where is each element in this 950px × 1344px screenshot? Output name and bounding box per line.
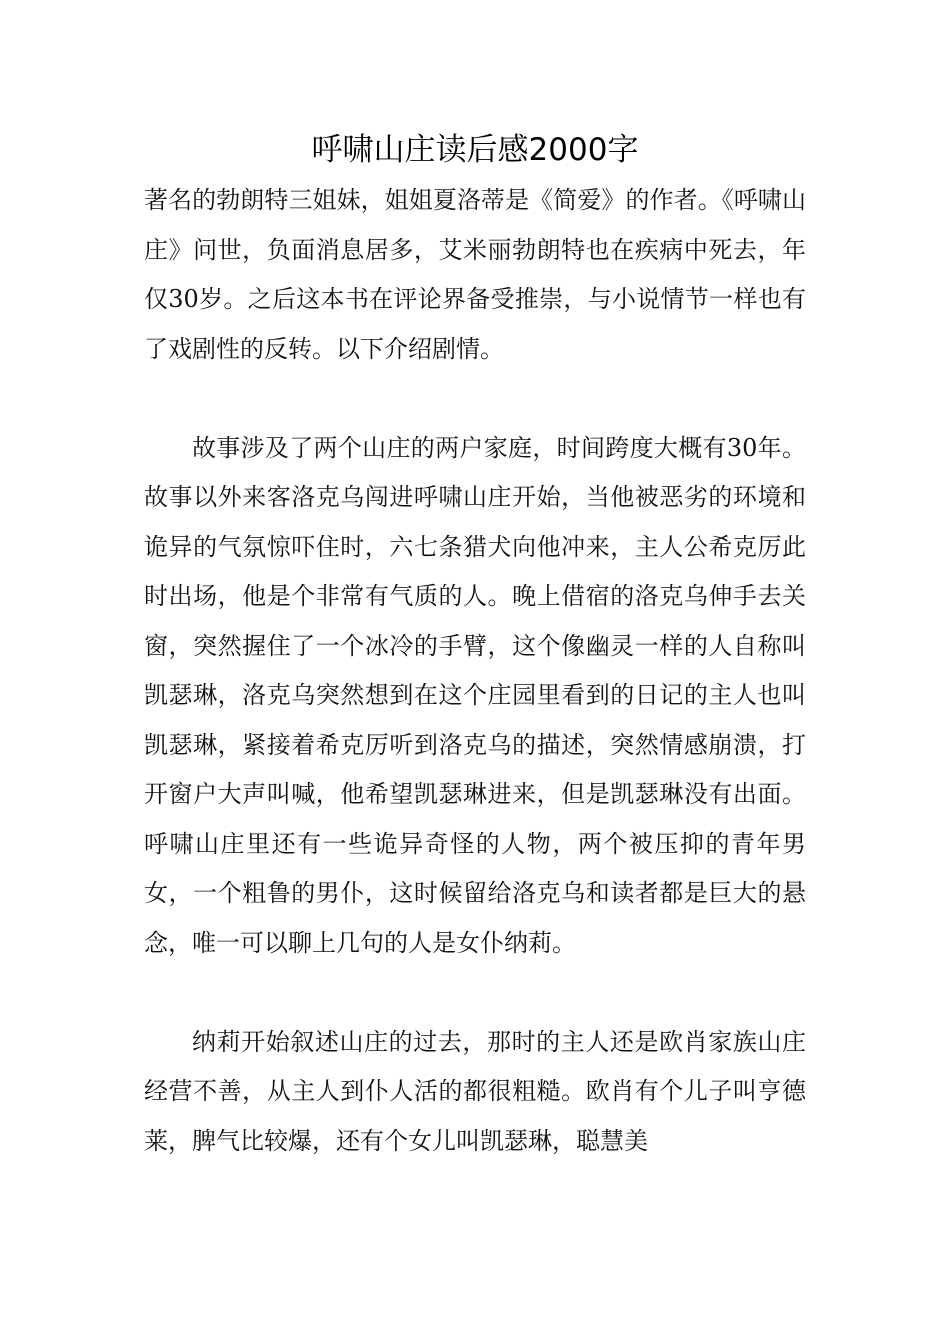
- document-title: 呼啸山庄读后感2000字: [311, 132, 639, 168]
- paragraph-story: 故事涉及了两个山庄的两户家庭，时间跨度大概有30年。故事以外来客洛克乌闯进呼啸山庄开始，当他被恶劣的环境和诡异的气氛惊吓住时，六七条猎犬向他冲来，主人公希克厉此时出场，他是个非常有气质的人。晚上借宿的洛克乌伸手去关窗，突然握住了一个冰冷的手臂，这个像幽灵一样的人自称叫凯瑟琳，洛克乌突然想到在这个庄园里看到的日记的主人也叫凯瑟琳，紧接着希克厉听到洛克乌的描述，突然情感崩溃，打开窗户大声叫喊，他希望凯瑟琳进来，但是凯瑟琳没有出面。呼啸山庄里还有一些诡异奇怪的人物，两个被压抑的青年男女，一个粗鲁的男仆，这时候留给洛克乌和读者都是巨大的悬念，唯一可以聊上几句的人是女仆纳莉。: [144, 433, 806, 957]
- document-body: [144, 176, 806, 1166]
- paragraph-nelly: 纳莉开始叙述山庄的过去，那时的主人还是欧肖家族山庄经营不善，从主人到仆人活的都很粗糙。欧肖有个儿子叫亨德莱，脾气比较爆，还有个女儿叫凯瑟琳，聪慧美: [144, 1027, 806, 1155]
- paragraph-spacer: [144, 374, 806, 424]
- paragraph-spacer: [144, 968, 806, 1018]
- paragraph-intro: 著名的勃朗特三姐妹，姐姐夏洛蒂是《简爱》的作者。《呼啸山庄》问世，负面消息居多，艾米丽勃朗特也在疾病中死去，年仅30岁。之后这本书在评论界备受推崇，与小说情节一样也有了戏剧性的反转。以下介绍剧情。: [144, 186, 806, 363]
